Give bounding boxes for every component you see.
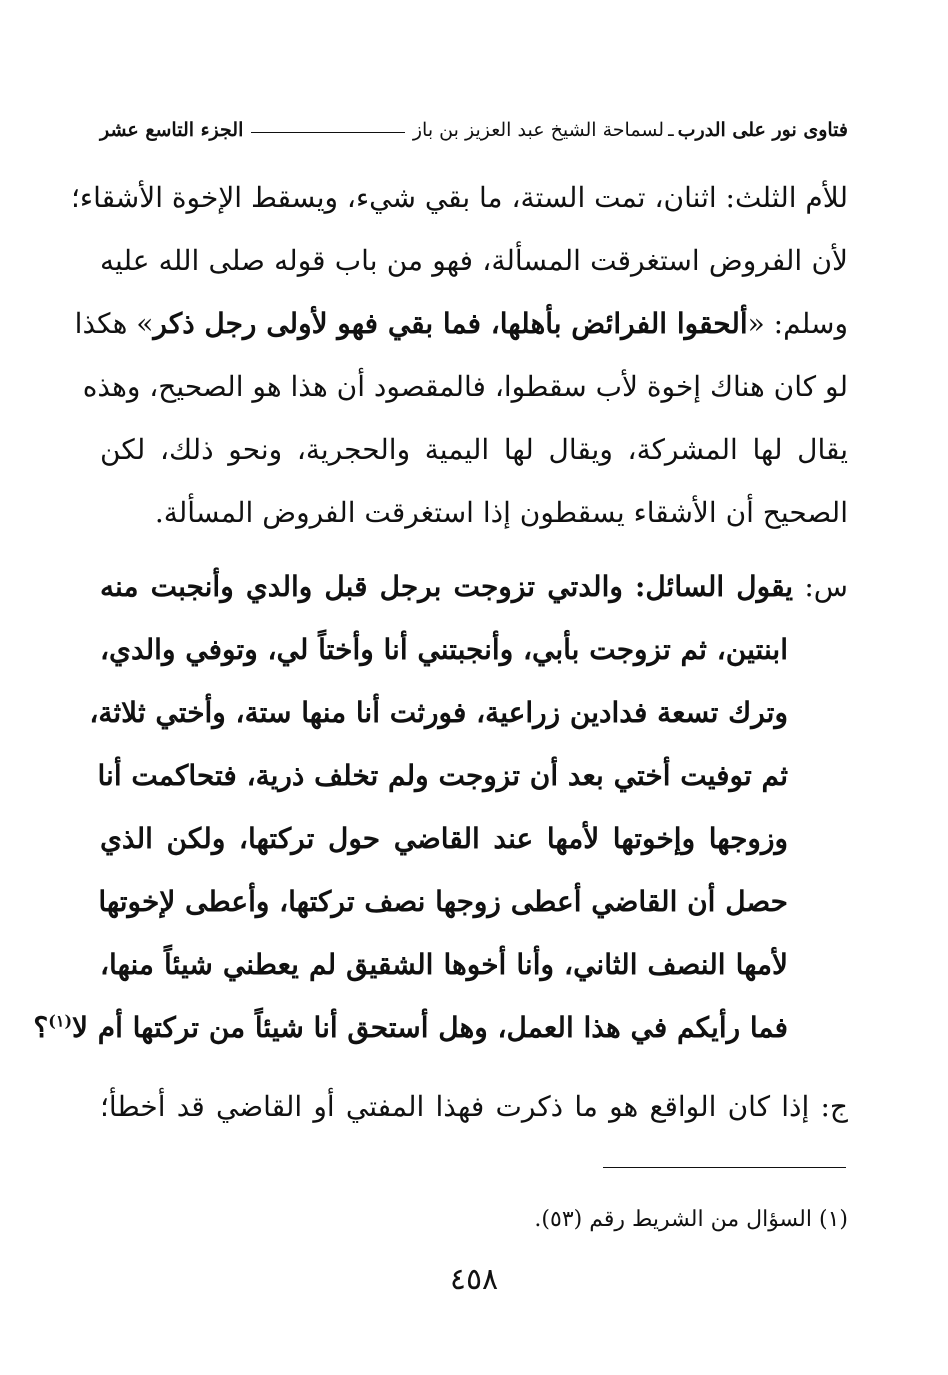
running-header (100, 112, 848, 148)
text-segment: » هكذا (74, 307, 154, 340)
text-line: للأم الثلث: اثنان، تمت الستة، ما بقي شيء، ويسقط الإخوة الأشقاء؛ (71, 181, 848, 214)
text-line: يقال لها المشركة، ويقال لها اليمية والحجرية، ونحو ذلك، لكن (100, 433, 848, 466)
page-number: ٤٥٨ (449, 1262, 499, 1297)
volume-part: الجزء التاسع عشر (100, 119, 244, 141)
question-line: ثم توفيت أختي بعد أن تزوجت ولم تخلف ذرية، فتحاكمت أنا (97, 759, 788, 792)
header-dash: ـ (668, 119, 674, 141)
book-author: لسماحة الشيخ عبد العزيز بن باز (412, 119, 665, 141)
hadith-quote: ألحقوا الفرائض بأهلها، فما بقي فهو لأولى رجل ذكر (153, 307, 748, 340)
question-line: حصل أن القاضي أعطى زوجها نصف تركتها، وأعطى لإخوتها (98, 885, 788, 918)
question-mark: ؟ (33, 1011, 49, 1044)
question-line (100, 555, 848, 618)
question-text: يقول السائل: والدتي تزوجت برجل قبل والدي وأنجبت منه (100, 570, 794, 603)
question-line: وترك تسعة فدادين زراعية، فورثت أنا منها ستة، وأختي ثلاثة، (89, 696, 788, 729)
text-segment: وسلم: « (747, 307, 848, 340)
question-prefix: س: (804, 570, 848, 603)
question-line: لأمها النصف الثاني، وأنا أخوها الشقيق لم يعطني شيئاً منها، (100, 948, 788, 981)
answer-line: ج: إذا كان الواقع هو ما ذكرت فهذا المفتي أو القاضي قد أخطأ؛ (100, 1090, 848, 1123)
footnote-marker: (١) (48, 1011, 73, 1031)
header-rule (251, 132, 405, 133)
book-title: فتاوى نور على الدرب (677, 119, 848, 141)
answer-block (100, 1075, 848, 1138)
footnote-rule (603, 1167, 846, 1168)
question-block (33, 555, 848, 1059)
text-line (74, 292, 848, 355)
paragraph-continued (71, 166, 848, 544)
footnote: (١) السؤال من الشريط رقم (٥٣). (534, 1207, 848, 1232)
text-line: لو كان هناك إخوة لأب سقطوا، فالمقصود أن هذا هو الصحيح، وهذه (82, 370, 848, 403)
question-line: ابنتين، ثم تزوجت بأبي، وأنجبتني أنا وأختاً لي، وتوفي والدي، (100, 633, 788, 666)
question-line: وزوجها وإخوتها لأمها عند القاضي حول تركتها، ولكن الذي (100, 822, 788, 855)
question-line (33, 996, 848, 1059)
text-line: لأن الفروض استغرقت المسألة، فهو من باب قوله صلى الله عليه (100, 244, 848, 277)
question-text: فما رأيكم في هذا العمل، وهل أستحق أنا شيئاً من تركتها أم لا (72, 1011, 788, 1044)
text-line: الصحيح أن الأشقاء يسقطون إذا استغرقت الفروض المسألة. (154, 496, 848, 529)
